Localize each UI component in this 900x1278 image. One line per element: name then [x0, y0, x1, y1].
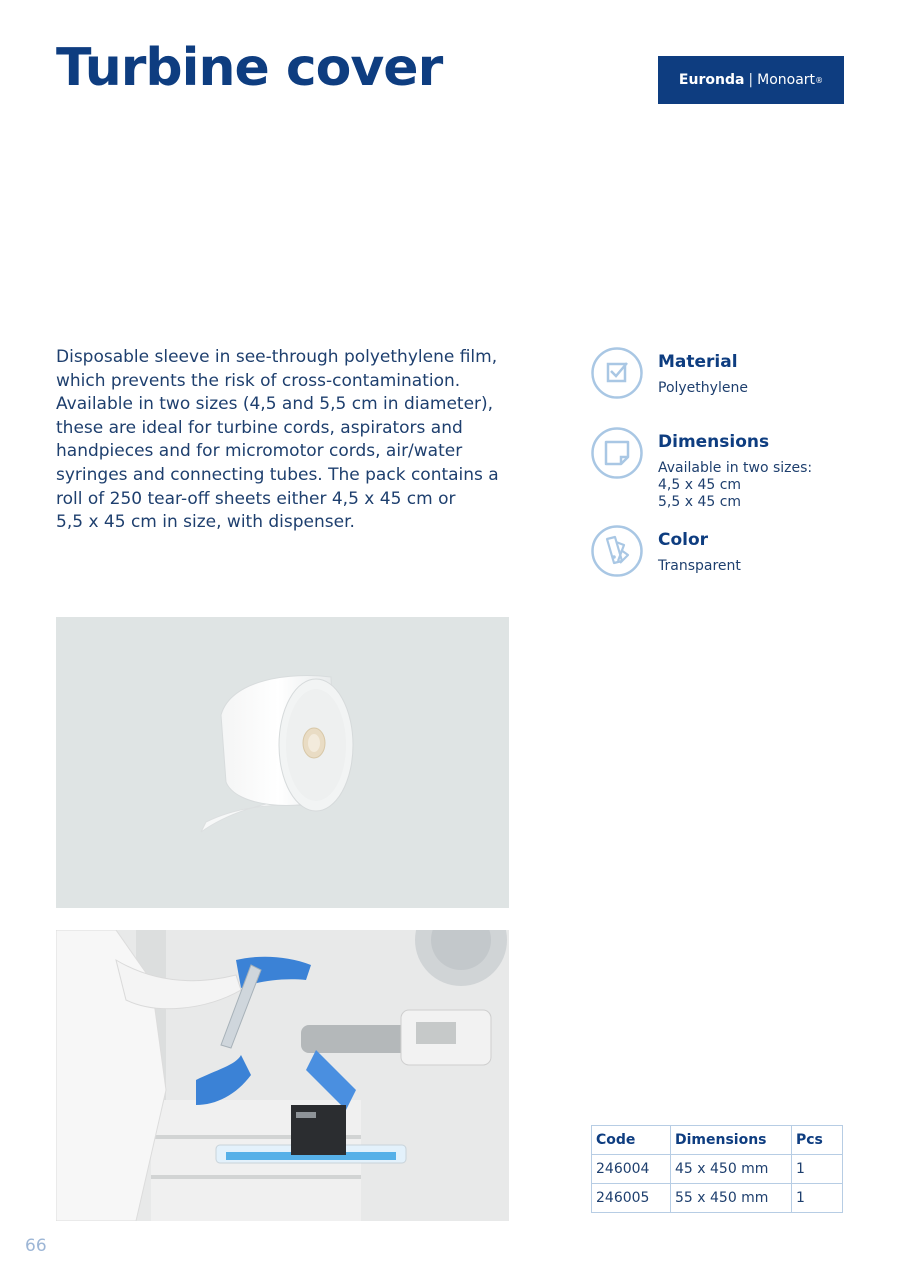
brand-logo	[658, 56, 844, 104]
description-line: these are ideal for turbine cords, aspirators and	[56, 417, 463, 438]
brand-secondary: Monoart	[757, 72, 816, 88]
spec-value	[658, 460, 812, 511]
brand-registered-mark: ®	[815, 75, 824, 85]
spec-value-line: 4,5 x 45 cm	[658, 477, 742, 493]
checkbox-icon	[591, 347, 643, 399]
product-description	[56, 346, 516, 535]
column-header-code: Code	[592, 1126, 671, 1155]
description-line: Available in two sizes (4,5 and 5,5 cm in diameter),	[56, 394, 494, 415]
table-row	[592, 1155, 843, 1184]
page-title: Turbine cover	[56, 38, 443, 98]
description-line: 5,5 x 45 cm in size, with dispenser.	[56, 512, 355, 533]
table-row	[592, 1184, 843, 1213]
spec-value: Polyethylene	[658, 380, 748, 396]
brand-separator: |	[748, 72, 754, 88]
table-cell-code: 246005	[592, 1184, 671, 1213]
product-code-table	[591, 1125, 843, 1213]
description-line: which prevents the risk of cross-contamination.	[56, 370, 461, 391]
table-cell-dimensions: 55 x 450 mm	[671, 1184, 792, 1213]
table-header-row	[592, 1126, 843, 1155]
brand-primary: Euronda	[678, 72, 745, 88]
column-header-dimensions: Dimensions	[671, 1126, 792, 1155]
spec-value-line: Available in two sizes:	[658, 460, 813, 476]
spec-value: Transparent	[658, 558, 741, 574]
page-number: 66	[25, 1236, 47, 1256]
table-cell-pcs: 1	[792, 1184, 843, 1213]
description-line: handpieces and for micromotor cords, air/water	[56, 441, 463, 462]
spec-label: Color	[658, 530, 709, 550]
description-line: syringes and connecting tubes. The pack contains a	[56, 464, 499, 485]
product-photo-roll	[56, 617, 509, 908]
spec-label: Material	[658, 352, 738, 372]
table-cell-code: 246004	[592, 1155, 671, 1184]
color-swatch-icon	[591, 525, 643, 577]
description-line: roll of 250 tear-off sheets either 4,5 x 45 cm or	[56, 488, 456, 509]
column-header-pcs: Pcs	[792, 1126, 843, 1155]
table-cell-dimensions: 45 x 450 mm	[671, 1155, 792, 1184]
table-cell-pcs: 1	[792, 1155, 843, 1184]
spec-label: Dimensions	[658, 432, 770, 452]
spec-value-line: 5,5 x 45 cm	[658, 494, 742, 510]
sheet-icon	[591, 427, 643, 479]
description-line: Disposable sleeve in see-through polyethylene film,	[56, 347, 498, 367]
application-photo	[56, 930, 509, 1221]
